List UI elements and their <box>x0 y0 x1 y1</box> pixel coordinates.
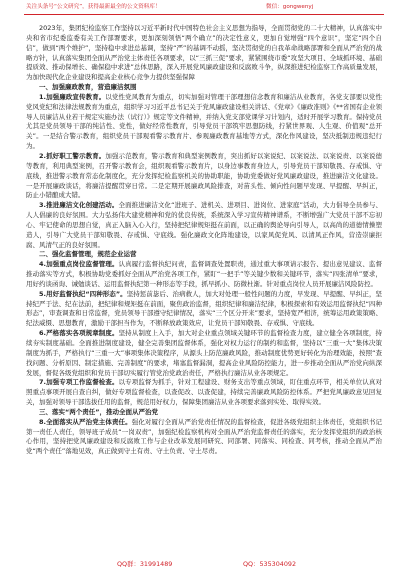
paragraph-lead: 3.推进廉洁文化创建活动。 <box>39 201 119 210</box>
numbered-paragraph <box>26 418 382 457</box>
section-heading: 二、强化监督管理，规范企业运营 <box>39 250 137 259</box>
paragraph-lead: 5.用好监督执纪“四种形态”。 <box>39 289 127 298</box>
header-wechat-id: 微信：gongwenyj <box>266 4 314 10</box>
paragraph-lead: 1.加强廉政宣传教育。 <box>39 92 106 101</box>
paragraph-body: 强化对履行全面从严治党责任情况的监督检查，促进各级党组织主体责任，党组织书记第一责任人责任，领导班子成员“一岗双责”，加强纪检监察机构对全面从严治党监督责任的落实，充分发挥党组织的政治核心作用，坚持把党风廉政建设和反腐败工作与企业改革发展同研究、同部署、同落实、同检查、同考核，推动全面从严治党“两个责任”落地见效，真正做到守土有责、守土负责、守土尽责。 <box>26 417 382 456</box>
paragraph-lead: 6.严格落实各项规章制度。 <box>39 329 119 338</box>
numbered-paragraph <box>26 201 382 250</box>
numbered-paragraph <box>26 378 382 408</box>
footer-qq-contact: QQ：535304092 <box>243 560 297 568</box>
numbered-paragraph <box>26 329 382 378</box>
paragraph-lead: 2.抓好职工警示教育。 <box>39 151 106 160</box>
page-footer <box>0 558 408 570</box>
paragraph-body: 加强示范教育，警示教育和典型案例教育，突出抓好以案说纪、以案说法、以案说责、以案说德等教育，利用典型案例，召开警示教育会，组织观看警示教育片，以身边事教育身边人，引导党员干部知敬畏、存戒惧、守底线，推进警示教育常态化制度化，充分发挥纪检监察机关的协助职能，协助党委做好党风廉政建设，推进廉洁文化建设。一是开展廉政谈话，将廉洁提醒贯穿日常。二是定期开展廉政风险排查，对苗头性、倾向性问题早发现、早提醒、早纠正，防止小错酿成大错。 <box>26 151 382 200</box>
paragraph-body: 以专项监督为抓手，针对工程建设、财务支出等重点领域，盯住重点环节，相关单位认真对照重点事项开展自查自纠，做好专项监督检查，以查促改、以查促建，持续完善廉政风险防控体系。严把党风廉政意见回复关，加强对领导干部选拔任用的监督，规范用好权力，保障集团廉洁从业各项要求落到实处、取得实效。 <box>26 378 383 407</box>
footer-qq-group: QQ群：31991489 <box>117 560 173 568</box>
numbered-paragraph <box>26 152 382 201</box>
numbered-paragraph <box>26 93 382 152</box>
page-header <box>0 0 408 14</box>
body-paragraph: 2023年，集团纪检监察工作坚持以习近平新时代中国特色社会主义思想为指导，全面贯彻党的二十大精神，认真落实中央和省市纪委监委有关工作部署要求，更加深刻领悟“两个确立”的决定性意义，更加自觉增强“四个意识”，坚定“四个自信”，做到“两个维护”，坚持稳中求进总基调，坚持“严”的基调不动摇，坚决贯彻党的自我革命战略部署和全面从严治党的战略方针，认真落实集团全面从严治党主体责任各项要求，以“三抓三促”要求，紧紧围绕市委“攻坚大项目、全域抓环境、基础提质效、推动保增长、确保稳中求进”总体思路，深入开展党风廉政建设和反腐败斗争，纵深推进纪检监察工作高质量发展，为加快现代化企业建设和提高企业核心竞争力提供坚强保障 <box>26 24 382 82</box>
paragraph-body: 全面推进廉洁文化“进班子、进机关、进项目、进岗位、进家庭”活动，大力倡导全员参与、人人倡廉的良好氛围。大力弘扬伟大建党精神和党的优良传统，系统深入学习宣传精神谱系，不断增强广大党员干部不忘初心、牢记使命的思想自觉，真正入脑入心入行，坚持把纪律规矩挺在前面，以正确的舆论导向引导人，以高尚的道德情操塑造人，引导广大党员干部知敬畏、存戒惧、守底线。强化廉政文化阵地建设，以家风促党风、以清风正作风，营造崇廉拒腐、风清气正的良好氛围。 <box>26 201 382 249</box>
numbered-paragraph <box>26 260 382 290</box>
paragraph-body: 以党性党风教育为重点，切实加强对管理干部理想信念教育和廉洁从业教育，各党支部要以党性党风党纪和法律法规教育为重点，组织学习习近平总书记关于党风廉政建设相关讲话、《党章》《廉政准则》《**省国有企业领导人员廉洁从业若干规定实施办法（试行）》规定等文件精神，并纳入党支部党课学习计划内，适时开展学习教育。保持党员尤其是党员领导干部的纯洁性、党性，做好经常性教育，引导党员干部筑牢思想防线，拧紧世界观、人生观、价值观“总开关”。一是结合警示教育，组织党员干部观看警示教育片、参观廉政教育基地等方式，深化作风建设，坚决抵制违规违纪行为。 <box>26 92 382 151</box>
paragraph-lead: 8.全面落实从严治党主体责任。 <box>39 417 132 426</box>
header-divider <box>24 14 384 15</box>
document-body <box>26 24 382 457</box>
paragraph-lead: 4.加强重点岗位监督管理。 <box>39 260 119 269</box>
section-heading: 一、加强廉政教育，营造廉洁氛围 <box>39 83 137 92</box>
section-heading: 三、落实“两个责任”，推动全面从严治党 <box>39 407 159 416</box>
paragraph-body: 坚持惩前毖后、治病救人，加大对处理一般性问题的力度，早发现、早提醒、早纠正，坚持纪严于法、纪在法前，把纪律和规矩挺在前面，聚焦政治监督，组织纪律和廉洁纪律，积极探索和有效运用监督执纪“四种形态”，审查调查和日常监督，党员领导干部遵守纪律情况，落实“三个区分开来”要求，坚持宽严相济，统筹运用政策策略、纪法威慑、思想教育，激励干部担当作为，不断释放政策效应，让党员干部知敬畏、存戒惧、守底线。 <box>26 289 382 328</box>
numbered-paragraph <box>26 290 382 329</box>
paragraph-body: 坚持从制度上入手，加大对企业重点领域关键环节的监督检查力度，建立健全各项制度，持续夯实制度基础。全面推进制度建设，健全完善集团监督体系，强化对权力运行的制约和监督，坚持以“三重一大”集体决策制度为抓手，严格执行“三重一大”事项集体决策程序，从源头上防范廉政风险，推动制度优势更好转化为治理效能，按照“查找问题、分析原因、制定措施、完善制度”的要求，堵塞监督漏洞，提高企业风险防控能力，进一步推动全面从严治党向纵深发展，督促各级党组织和党员干部切实履行管党治党政治责任，严格执行廉洁从业各项规定。 <box>26 329 383 377</box>
paragraph-body: 认真履行监督执纪问责，监督调查处置职责，通过重大事项请示报告、提出意见建议、监督推动落实等方式，积极协助党委抓好全面从严治党各项工作，紧盯“一把手”等关键少数和关键环节，落实“四张清单”要求，用好约谈函询、诫勉谈话、运用监督执纪第一种形态等手段，抓早抓小、防微杜渐。针对重点岗位人员开展廉洁风险防控。 <box>26 260 383 288</box>
header-promo-text: 关注头条号“公文研究”，获得最新最全的公文资料库！ <box>26 4 161 10</box>
paragraph-lead: 7.加强专项工作监督检查。 <box>39 378 119 387</box>
